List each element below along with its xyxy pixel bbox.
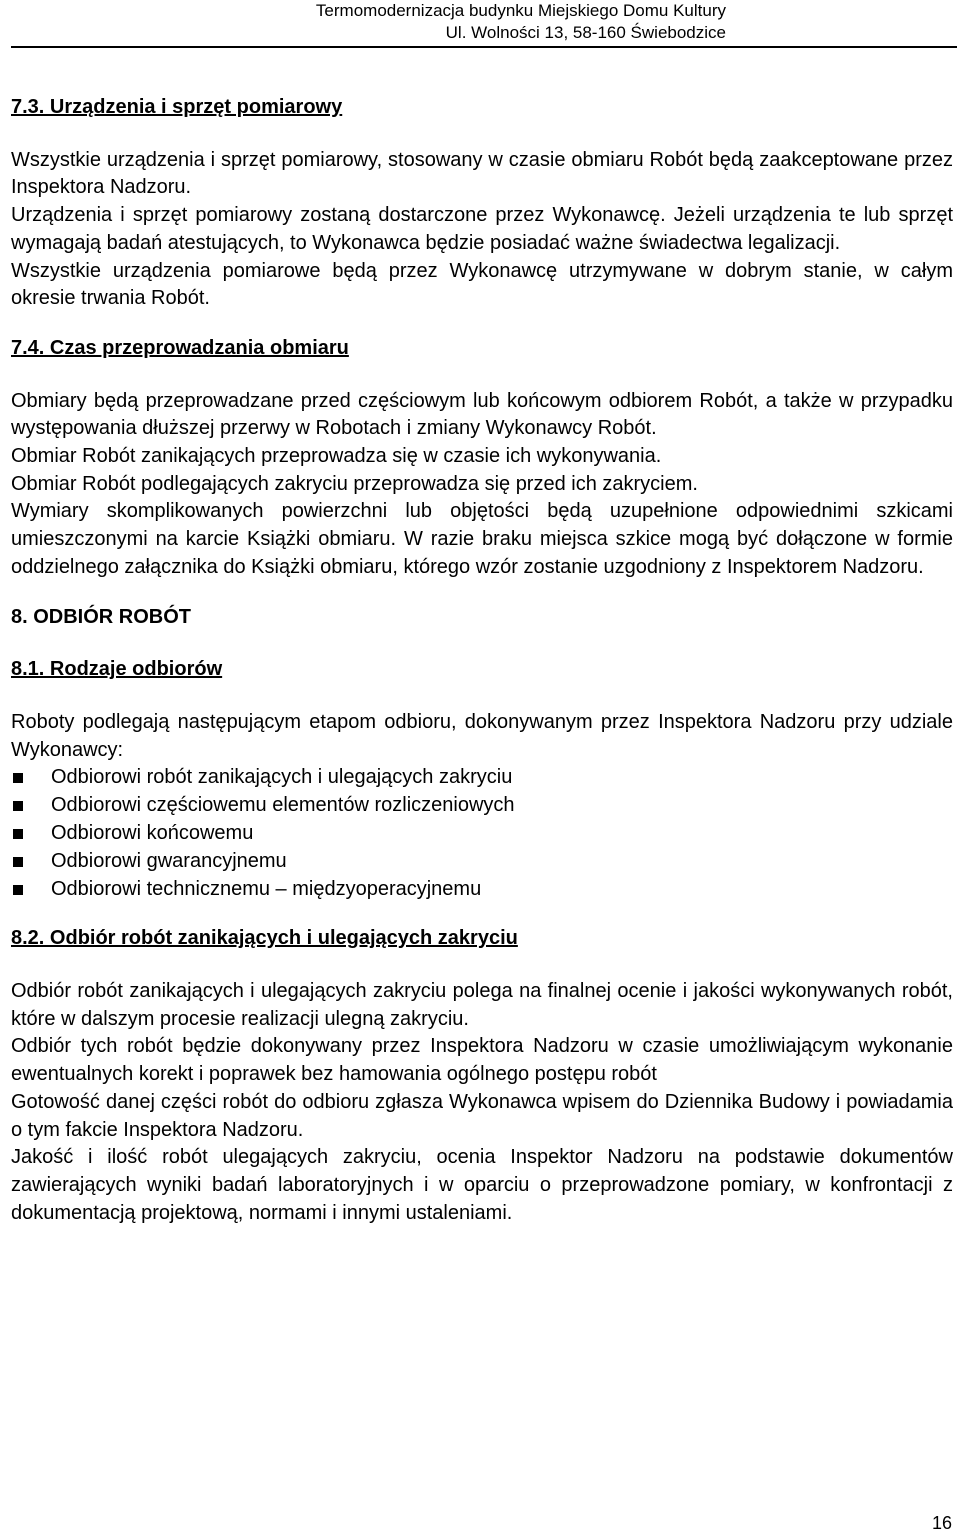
list-item: Odbiorowi gwarancyjnemu [11,848,953,876]
paragraph: Wymiary skomplikowanych powierzchni lub objętości będą uzupełnione odpowiednimi szkicami umieszczonymi na karcie Książki obmiaru. W razie braku miejsca szkice mogą być dołączone w formie oddzielnego załącznika do Książki obmiaru, którego wzór zostanie uzgodniony z Inspektorem Nadzoru. [11,500,953,578]
section-7-4-heading: 7.4. Czas przeprowadzania obmiaru [11,336,349,359]
list-item: Odbiorowi technicznemu – międzyoperacyjnemu [11,876,953,904]
section-7-3-heading: 7.3. Urządzenia i sprzęt pomiarowy [11,96,343,118]
square-bullet-icon [13,801,23,811]
header-title: Termomodernizacja budynku Miejskiego Domu Kultury [315,1,726,20]
page-header [226,0,726,44]
section-8-2-heading: 8.2. Odbiór robót zanikających i ulegających zakryciu [11,927,518,950]
paragraph: Obmiar Robót zanikających przeprowadza się w czasie ich wykonywania. [11,445,662,468]
page-number: 16 [931,1513,952,1533]
list-item: Odbiorowi częściowemu elementów rozliczeniowych [11,792,953,820]
list-item: Odbiorowi robót zanikających i ulegających zakryciu [11,764,953,792]
header-address: Ul. Wolności 13, 58-160 Świebodzice [445,23,726,42]
acceptance-types-list [11,764,953,903]
paragraph: Urządzenia i sprzęt pomiarowy zostaną dostarczone przez Wykonawcę. Jeżeli urządzenia te lub sprzęt wymagają badań atestujących, to Wykonawca będzie posiadać ważne świadectwa legalizacji. [11,204,953,254]
paragraph: Wszystkie urządzenia pomiarowe będą przez Wykonawcę utrzymywane w dobrym stanie, w całym okresie trwania Robót. [11,259,953,310]
section-8-1-heading: 8.1. Rodzaje odbiorów [11,658,223,681]
header-divider [11,46,957,48]
paragraph: Obmiar Robót podlegających zakryciu przeprowadza się przed ich zakryciem. [11,472,698,495]
paragraph: Odbiór robót zanikających i ulegających zakryciu polega na finalnej ocenie i jakości wykonywanych robót, które w dalszym procesie realizacji ulegną zakryciu. [11,980,953,1030]
paragraph: Obmiary będą przeprowadzane przed częściowym lub końcowym odbiorem Robót, a także w przypadku występowania dłuższej przerwy w Robotach i zmiany Wykonawcy Robót. [11,389,953,440]
document-body [11,94,953,1227]
paragraph: Roboty podlegają następującym etapom odbioru, dokonywanym przez Inspektora Nadzoru przy udziale Wykonawcy: [11,710,953,761]
paragraph: Gotowość danej części robót do odbioru zgłasza Wykonawca wpisem do Dziennika Budowy i powiadamia o tym fakcie Inspektora Nadzoru. [11,1090,953,1141]
section-8-heading: 8. ODBIÓR ROBÓT [11,605,192,628]
paragraph: Odbiór tych robót będzie dokonywany przez Inspektora Nadzoru w czasie umożliwiającym wykonanie ewentualnych korekt i poprawek bez hamowania ogólnego postępu robót [11,1035,953,1086]
paragraph: Jakość i ilość robót ulegających zakryciu, ocenia Inspektor Nadzoru na podstawie dokumentów zawierających wyniki badań laboratoryjnych i w oparciu o przeprowadzone pomiary, w konfrontacji z dokumentacją projektową, normami i innymi ustaleniami. [11,1146,953,1224]
square-bullet-icon [13,885,23,895]
square-bullet-icon [13,857,23,867]
paragraph: Wszystkie urządzenia i sprzęt pomiarowy, stosowany w czasie obmiaru Robót będą zaakceptowane przez Inspektora Nadzoru. [11,148,953,199]
square-bullet-icon [13,829,23,839]
square-bullet-icon [13,773,23,783]
list-item: Odbiorowi końcowemu [11,820,953,848]
